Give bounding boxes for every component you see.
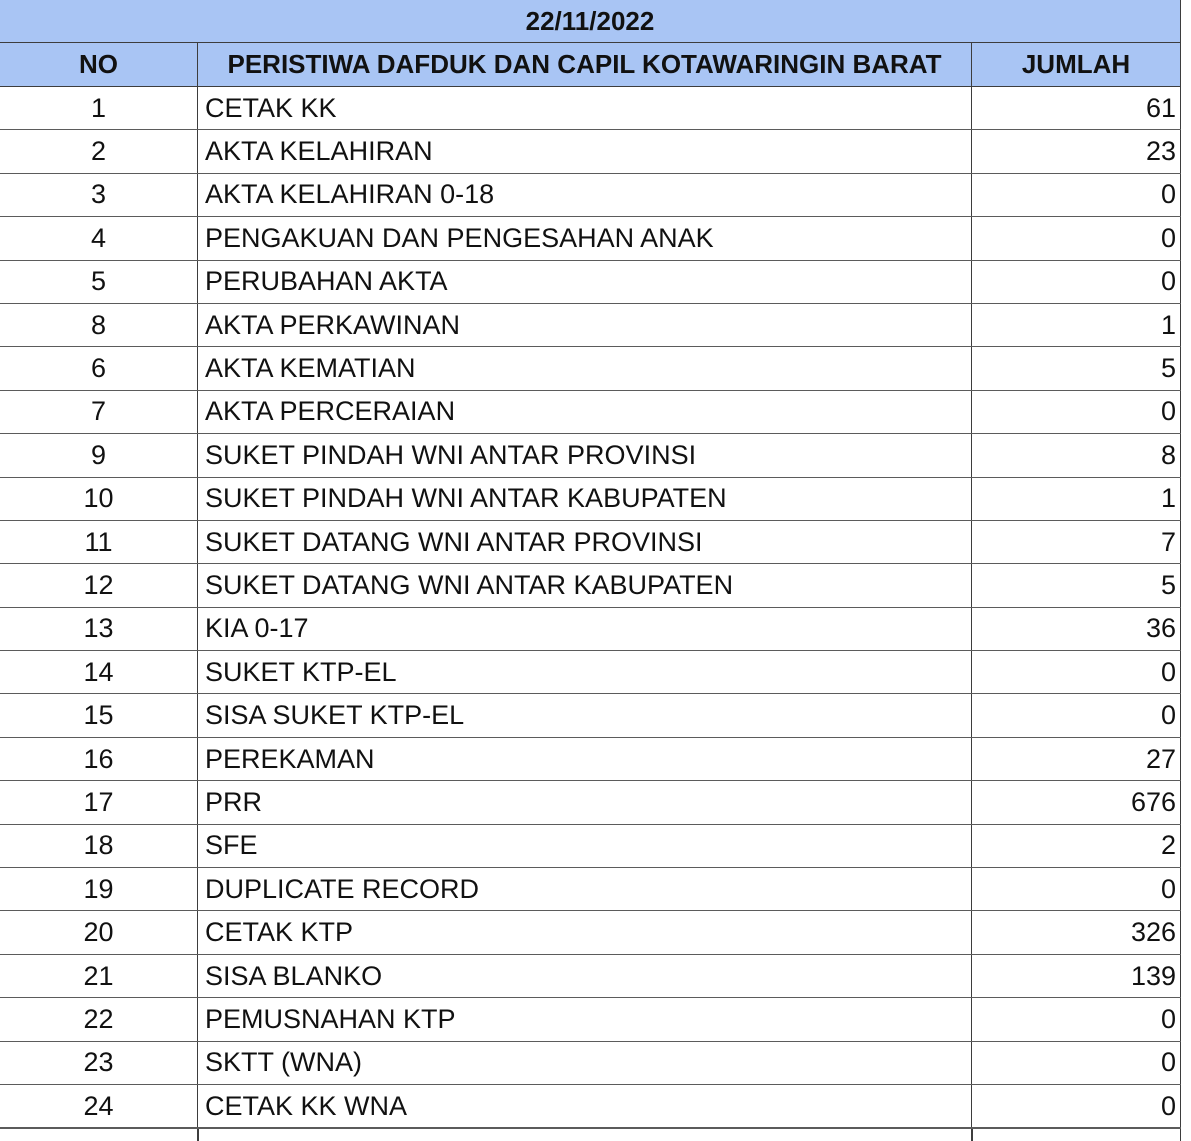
row-total-cell[interactable]: 5 [972, 564, 1181, 606]
table-row [0, 998, 1181, 1041]
row-event-cell[interactable]: SISA SUKET KTP-EL [198, 694, 972, 736]
row-no-cell[interactable]: 12 [0, 564, 198, 606]
row-no-cell[interactable]: 2 [0, 130, 198, 172]
row-event-cell[interactable]: AKTA PERCERAIAN [198, 391, 972, 433]
row-no-cell[interactable]: 14 [0, 651, 198, 693]
table-row [0, 911, 1181, 954]
row-total-cell[interactable]: 0 [972, 694, 1181, 736]
table-row [0, 608, 1181, 651]
table-row [0, 130, 1181, 173]
row-total-cell[interactable]: 0 [972, 174, 1181, 216]
row-event-cell[interactable]: SUKET DATANG WNI ANTAR PROVINSI [198, 521, 972, 563]
table-row [0, 521, 1181, 564]
row-no-cell[interactable]: 8 [0, 304, 198, 346]
row-total-cell[interactable]: 27 [972, 738, 1181, 780]
table-row [0, 694, 1181, 737]
row-total-cell[interactable]: 0 [972, 868, 1181, 910]
table-row [0, 478, 1181, 521]
row-total-cell[interactable]: 1 [972, 304, 1181, 346]
row-no-cell[interactable]: 13 [0, 608, 198, 650]
table-row [0, 564, 1181, 607]
row-no-cell[interactable]: 11 [0, 521, 198, 563]
row-total-cell[interactable]: 1 [972, 478, 1181, 520]
table-row [0, 304, 1181, 347]
row-event-cell[interactable]: PRR [198, 781, 972, 823]
row-event-cell[interactable]: PEREKAMAN [198, 738, 972, 780]
row-event-cell[interactable]: PENGAKUAN DAN PENGESAHAN ANAK [198, 217, 972, 259]
row-event-cell[interactable]: CETAK KK [198, 87, 972, 129]
date-title-row [0, 0, 1181, 43]
table-row [0, 868, 1181, 911]
row-no-cell[interactable]: 7 [0, 391, 198, 433]
row-no-cell[interactable]: 3 [0, 174, 198, 216]
header-row [0, 43, 1181, 87]
row-total-cell[interactable]: 7 [972, 521, 1181, 563]
row-no-cell[interactable]: 22 [0, 998, 198, 1040]
row-event-cell[interactable]: SUKET KTP-EL [198, 651, 972, 693]
row-no-cell[interactable]: 18 [0, 825, 198, 867]
date-title: 22/11/2022 [525, 5, 655, 36]
table-row [0, 217, 1181, 260]
table-row [0, 955, 1181, 998]
row-event-cell[interactable]: AKTA KELAHIRAN [198, 130, 972, 172]
table-row [0, 738, 1181, 781]
row-event-cell[interactable]: SKTT (WNA) [198, 1042, 972, 1084]
row-no-cell[interactable]: 23 [0, 1042, 198, 1084]
row-no-cell[interactable]: 24 [0, 1085, 198, 1127]
table-row [0, 87, 1181, 130]
table-row [0, 347, 1181, 390]
table-row [0, 391, 1181, 434]
row-no-cell[interactable]: 4 [0, 217, 198, 259]
row-event-cell[interactable]: SUKET PINDAH WNI ANTAR KABUPATEN [198, 478, 972, 520]
row-total-cell[interactable]: 0 [972, 261, 1181, 303]
row-event-cell[interactable]: PERUBAHAN AKTA [198, 261, 972, 303]
row-event-cell[interactable]: AKTA PERKAWINAN [198, 304, 972, 346]
row-event-cell[interactable]: SUKET PINDAH WNI ANTAR PROVINSI [198, 434, 972, 476]
table-row [0, 781, 1181, 824]
row-total-cell[interactable]: 0 [972, 1042, 1181, 1084]
table-row [0, 651, 1181, 694]
row-total-cell[interactable]: 23 [972, 130, 1181, 172]
row-total-cell[interactable]: 0 [972, 1085, 1181, 1127]
header-event: PERISTIWA DAFDUK DAN CAPIL KOTAWARINGIN BARAT [198, 43, 972, 86]
row-total-cell[interactable]: 676 [972, 781, 1181, 823]
table-row [0, 434, 1181, 477]
table-row [0, 261, 1181, 304]
table-body [0, 87, 1181, 1128]
row-total-cell[interactable]: 0 [972, 651, 1181, 693]
row-no-cell[interactable]: 20 [0, 911, 198, 953]
row-total-cell[interactable]: 2 [972, 825, 1181, 867]
row-no-cell[interactable]: 16 [0, 738, 198, 780]
table-row [0, 1085, 1181, 1128]
row-total-cell[interactable]: 326 [972, 911, 1181, 953]
table-row [0, 174, 1181, 217]
table-next-row-edge [0, 1128, 1181, 1141]
row-event-cell[interactable]: PEMUSNAHAN KTP [198, 998, 972, 1040]
row-event-cell[interactable]: KIA 0-17 [198, 608, 972, 650]
row-event-cell[interactable]: CETAK KK WNA [198, 1085, 972, 1127]
row-no-cell[interactable]: 10 [0, 478, 198, 520]
row-no-cell[interactable]: 1 [0, 87, 198, 129]
row-total-cell[interactable]: 139 [972, 955, 1181, 997]
row-no-cell[interactable]: 15 [0, 694, 198, 736]
row-no-cell[interactable]: 21 [0, 955, 198, 997]
row-total-cell[interactable]: 61 [972, 87, 1181, 129]
table-row [0, 825, 1181, 868]
row-no-cell[interactable]: 19 [0, 868, 198, 910]
row-total-cell[interactable]: 0 [972, 217, 1181, 259]
row-total-cell[interactable]: 0 [972, 391, 1181, 433]
row-total-cell[interactable]: 0 [972, 998, 1181, 1040]
row-no-cell[interactable]: 9 [0, 434, 198, 476]
row-event-cell[interactable]: SISA BLANKO [198, 955, 972, 997]
header-no: NO [0, 43, 198, 86]
row-event-cell[interactable]: SFE [198, 825, 972, 867]
row-no-cell[interactable]: 17 [0, 781, 198, 823]
header-total: JUMLAH [972, 43, 1181, 86]
row-event-cell[interactable]: CETAK KTP [198, 911, 972, 953]
row-event-cell[interactable]: SUKET DATANG WNI ANTAR KABUPATEN [198, 564, 972, 606]
row-event-cell[interactable]: AKTA KELAHIRAN 0-18 [198, 174, 972, 216]
row-no-cell[interactable]: 5 [0, 261, 198, 303]
row-total-cell[interactable]: 8 [972, 434, 1181, 476]
row-no-cell[interactable]: 6 [0, 347, 198, 389]
table-row [0, 1042, 1181, 1085]
row-total-cell[interactable]: 5 [972, 347, 1181, 389]
row-event-cell[interactable]: AKTA KEMATIAN [198, 347, 972, 389]
row-event-cell[interactable]: DUPLICATE RECORD [198, 868, 972, 910]
row-total-cell[interactable]: 36 [972, 608, 1181, 650]
